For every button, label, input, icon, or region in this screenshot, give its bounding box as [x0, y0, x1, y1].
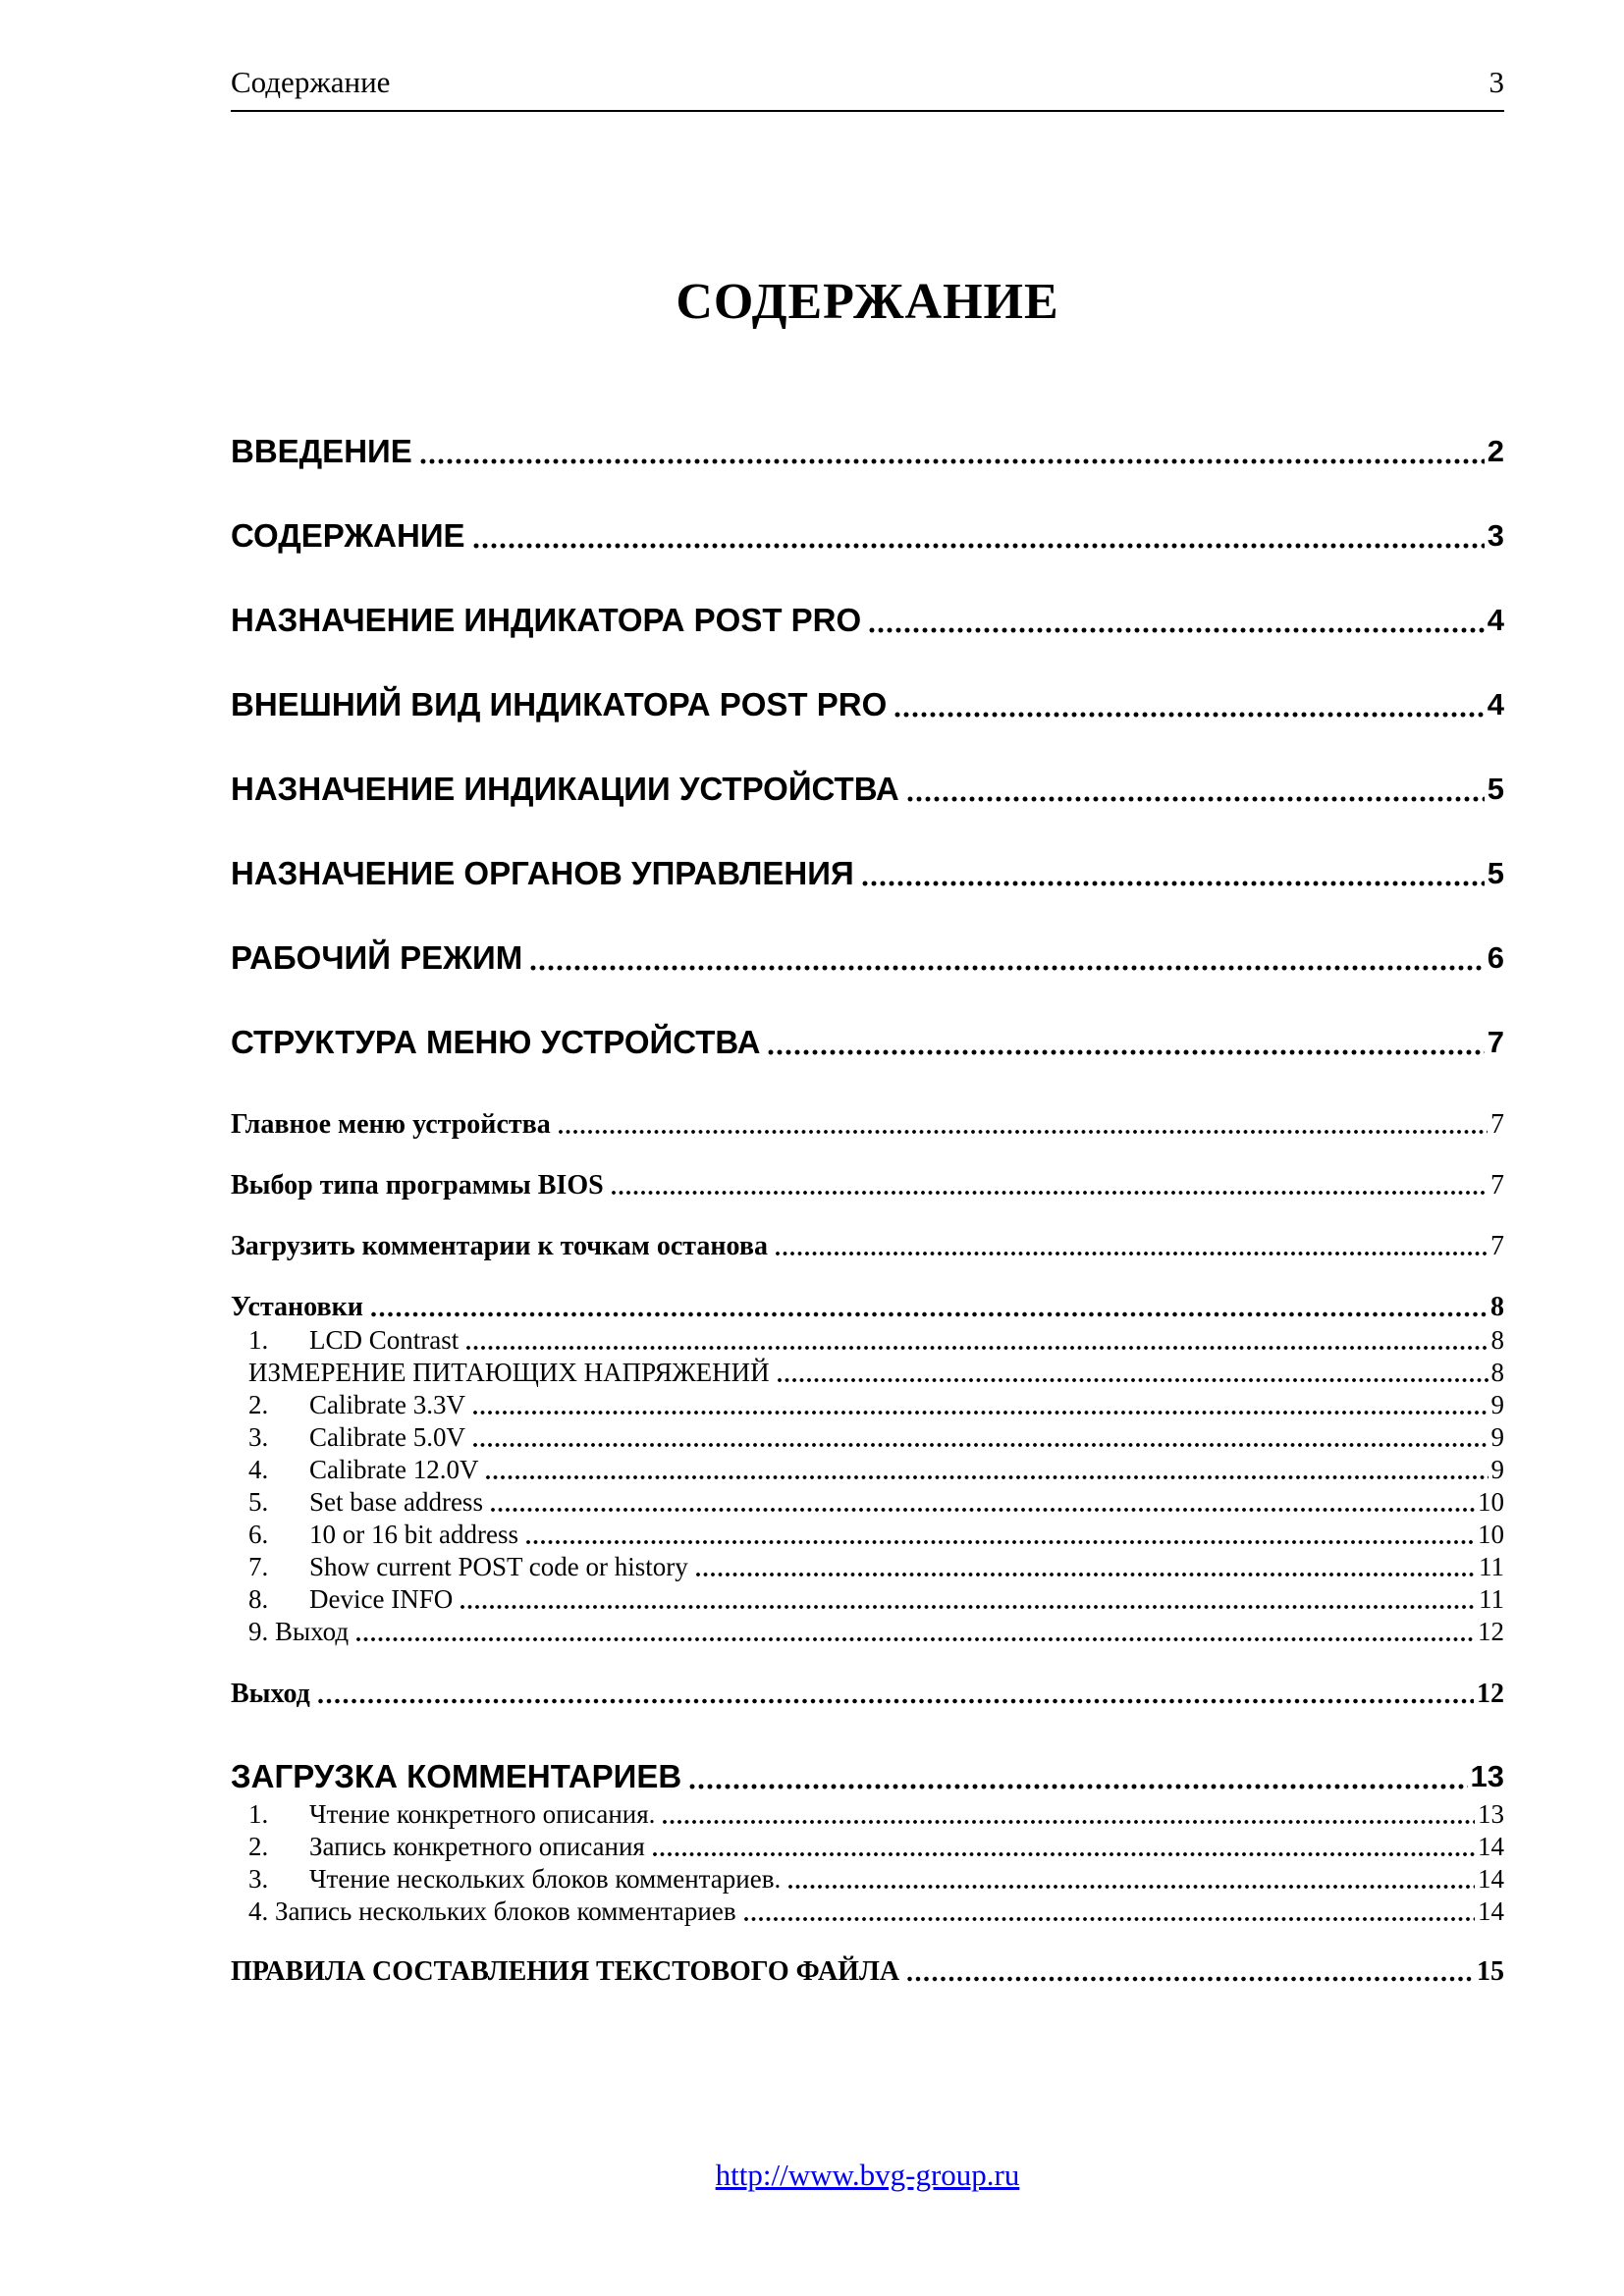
toc-entry-label: Запись конкретного описания	[309, 1832, 645, 1861]
toc-entry-page: 4	[1487, 687, 1504, 721]
header-page-number: 3	[1489, 65, 1504, 99]
toc-entry[interactable]	[231, 1757, 1504, 1796]
dot-leader	[662, 1817, 1475, 1827]
toc-entry-page: 15	[1477, 1956, 1504, 1987]
page-title: СОДЕРЖАНИЕ	[676, 274, 1059, 330]
toc-entry-label: Calibrate 5.0V	[309, 1422, 465, 1452]
toc-entry-page: 9	[1490, 1422, 1504, 1452]
toc-entry-page: 10	[1478, 1487, 1504, 1517]
toc-entry[interactable]	[231, 1583, 1504, 1616]
toc-entry-page: 12	[1478, 1617, 1504, 1646]
toc-entry-label: Главное меню устройства	[231, 1109, 551, 1140]
toc-entry-label: 9. Выход	[248, 1617, 350, 1646]
toc-entry[interactable]	[231, 770, 1504, 809]
toc-entry[interactable]	[231, 1389, 1504, 1421]
dot-leader	[767, 1047, 1484, 1057]
toc-entry-page: 9	[1490, 1455, 1504, 1484]
toc-entry-label: ИЗМЕРЕНИЕ ПИТАЮЩИХ НАПРЯЖЕНИЙ	[248, 1358, 770, 1387]
toc-entry-page: 14	[1478, 1832, 1504, 1861]
toc-entry[interactable]	[231, 854, 1504, 893]
toc-entry-number: 3.	[248, 1422, 269, 1452]
dot-leader	[525, 1537, 1475, 1547]
toc-entry[interactable]	[231, 1798, 1504, 1831]
toc-entry-label: ЗАГРУЗКА КОММЕНТАРИЕВ	[231, 1758, 682, 1794]
dot-leader	[611, 1188, 1488, 1198]
toc-entry-label: 10 or 16 bit address	[309, 1520, 518, 1549]
toc-entry-page: 14	[1478, 1896, 1504, 1926]
toc-entry-number: 2.	[248, 1832, 269, 1861]
dot-leader	[472, 1408, 1489, 1417]
dot-leader	[529, 963, 1485, 973]
toc-entry-label: Выбор типа программы BIOS	[231, 1170, 604, 1201]
toc-entry[interactable]	[231, 1616, 1504, 1648]
toc-entry-label: Set base address	[309, 1487, 483, 1517]
toc-entry-page: 11	[1479, 1552, 1504, 1581]
toc-entry-label: Чтение нескольких блоков комментариев.	[309, 1864, 782, 1894]
toc-entry-label: 4. Запись нескольких блоков комментариев	[248, 1896, 736, 1926]
toc-entry-page: 7	[1490, 1109, 1504, 1140]
dot-leader	[490, 1505, 1475, 1515]
dot-leader	[652, 1849, 1475, 1859]
toc-entry-label: Установки	[231, 1292, 363, 1322]
dot-leader	[465, 1343, 1488, 1353]
toc-entry-page: 10	[1478, 1520, 1504, 1549]
toc-entry-number: 1.	[248, 1799, 269, 1829]
dot-leader	[419, 456, 1485, 466]
toc-entry-page: 12	[1477, 1679, 1504, 1709]
toc-entry[interactable]	[231, 1231, 1504, 1262]
toc-entry-page: 7	[1487, 1025, 1504, 1059]
toc-entry-label: ВНЕШНИЙ ВИД ИНДИКАТОРА POST PRO	[231, 686, 888, 722]
toc-entry[interactable]	[231, 1170, 1504, 1201]
dot-leader	[893, 710, 1485, 720]
toc-entry[interactable]	[231, 1109, 1504, 1141]
dot-leader	[558, 1127, 1488, 1137]
dot-leader	[787, 1882, 1475, 1892]
dot-leader	[317, 1696, 1474, 1706]
table-of-contents	[231, 432, 1504, 1988]
toc-entry-page: 14	[1478, 1864, 1504, 1894]
toc-entry[interactable]	[231, 1863, 1504, 1896]
toc-entry-number: 7.	[248, 1552, 269, 1581]
toc-entry[interactable]	[231, 1551, 1504, 1583]
dot-leader	[370, 1309, 1488, 1319]
dot-leader	[460, 1602, 1476, 1612]
toc-entry-page: 7	[1490, 1231, 1504, 1261]
dot-leader	[861, 879, 1485, 888]
toc-entry-page: 5	[1487, 772, 1504, 806]
toc-entry[interactable]	[231, 601, 1504, 640]
toc-entry-page: 8	[1490, 1292, 1504, 1322]
dot-leader	[688, 1782, 1467, 1791]
toc-entry-number: 4.	[248, 1455, 269, 1484]
toc-entry-page: 9	[1490, 1390, 1504, 1419]
toc-entry[interactable]	[231, 1421, 1504, 1454]
toc-entry-label: НАЗНАЧЕНИЕ ИНДИКАЦИИ УСТРОЙСТВА	[231, 771, 899, 807]
page-footer	[231, 2158, 1504, 2193]
toc-entry-number: 1.	[248, 1325, 269, 1355]
toc-entry-label: СОДЕРЖАНИЕ	[231, 517, 465, 554]
toc-entry[interactable]	[231, 1896, 1504, 1928]
toc-entry-page: 8	[1490, 1358, 1504, 1387]
toc-entry[interactable]	[231, 1324, 1504, 1357]
toc-entry[interactable]	[231, 1023, 1504, 1062]
toc-entry-label: Device INFO	[309, 1584, 454, 1614]
toc-entry-page: 2	[1487, 434, 1504, 468]
toc-entry-page: 13	[1470, 1759, 1504, 1793]
toc-entry[interactable]	[231, 516, 1504, 556]
dot-leader	[868, 625, 1485, 635]
toc-entry-number: 2.	[248, 1390, 269, 1419]
toc-entry[interactable]	[231, 1486, 1504, 1519]
toc-entry[interactable]	[231, 1292, 1504, 1323]
toc-entry-page: 6	[1487, 940, 1504, 975]
toc-entry-number: 6.	[248, 1520, 269, 1549]
toc-entry[interactable]	[231, 1679, 1504, 1710]
toc-entry[interactable]	[231, 1956, 1504, 1988]
toc-entry[interactable]	[231, 1831, 1504, 1863]
toc-entry-page: 3	[1487, 518, 1504, 553]
toc-entry-page: 11	[1479, 1584, 1504, 1614]
toc-entry[interactable]	[231, 685, 1504, 724]
dot-leader	[906, 794, 1485, 804]
toc-entry[interactable]	[231, 938, 1504, 978]
toc-entry[interactable]	[231, 1519, 1504, 1551]
toc-entry[interactable]	[231, 1357, 1504, 1389]
toc-entry-page: 8	[1490, 1325, 1504, 1355]
toc-entry-label: Выход	[231, 1679, 310, 1709]
toc-entry-label: НАЗНАЧЕНИЕ ОРГАНОВ УПРАВЛЕНИЯ	[231, 855, 854, 891]
toc-entry-page: 5	[1487, 856, 1504, 890]
toc-entry-page: 7	[1490, 1170, 1504, 1201]
toc-entry-number: 5.	[248, 1487, 269, 1517]
dot-leader	[743, 1914, 1475, 1924]
toc-entry-label: Show current POST code or history	[309, 1552, 688, 1581]
toc-entry-number: 3.	[248, 1864, 269, 1894]
dot-leader	[472, 1440, 1489, 1450]
toc-entry-number: 8.	[248, 1584, 269, 1614]
dot-leader	[906, 1974, 1474, 1984]
dot-leader	[775, 1249, 1488, 1258]
dot-leader	[355, 1634, 1475, 1644]
dot-leader	[695, 1570, 1476, 1579]
dot-leader	[485, 1472, 1488, 1482]
toc-entry-label: Загрузить комментарии к точкам останова	[231, 1231, 768, 1261]
toc-entry-label: ВВЕДЕНИЕ	[231, 433, 412, 469]
toc-entry[interactable]	[231, 432, 1504, 471]
toc-entry-page: 13	[1478, 1799, 1504, 1829]
toc-entry-label: СТРУКТУРА МЕНЮ УСТРОЙСТВА	[231, 1024, 761, 1060]
toc-entry-label: Чтение конкретного описания.	[309, 1799, 656, 1829]
toc-entry-label: Calibrate 12.0V	[309, 1455, 479, 1484]
page-header	[231, 65, 1504, 112]
toc-entry-label: ПРАВИЛА СОСТАВЛЕНИЯ ТЕКСТОВОГО ФАЙЛА	[231, 1956, 900, 1987]
footer-link[interactable]: http://www.bvg-group.ru	[715, 2158, 1020, 2192]
dot-leader	[472, 541, 1485, 551]
toc-entry-label: РАБОЧИЙ РЕЖИМ	[231, 939, 523, 976]
header-title: Содержание	[231, 65, 391, 99]
toc-entry[interactable]	[231, 1454, 1504, 1486]
toc-entry-label: Calibrate 3.3V	[309, 1390, 465, 1419]
toc-entry-page: 4	[1487, 603, 1504, 637]
dot-leader	[777, 1375, 1489, 1385]
toc-entry-label: LCD Contrast	[309, 1325, 460, 1355]
toc-entry-label: НАЗНАЧЕНИЕ ИНДИКАТОРА POST PRO	[231, 602, 862, 638]
